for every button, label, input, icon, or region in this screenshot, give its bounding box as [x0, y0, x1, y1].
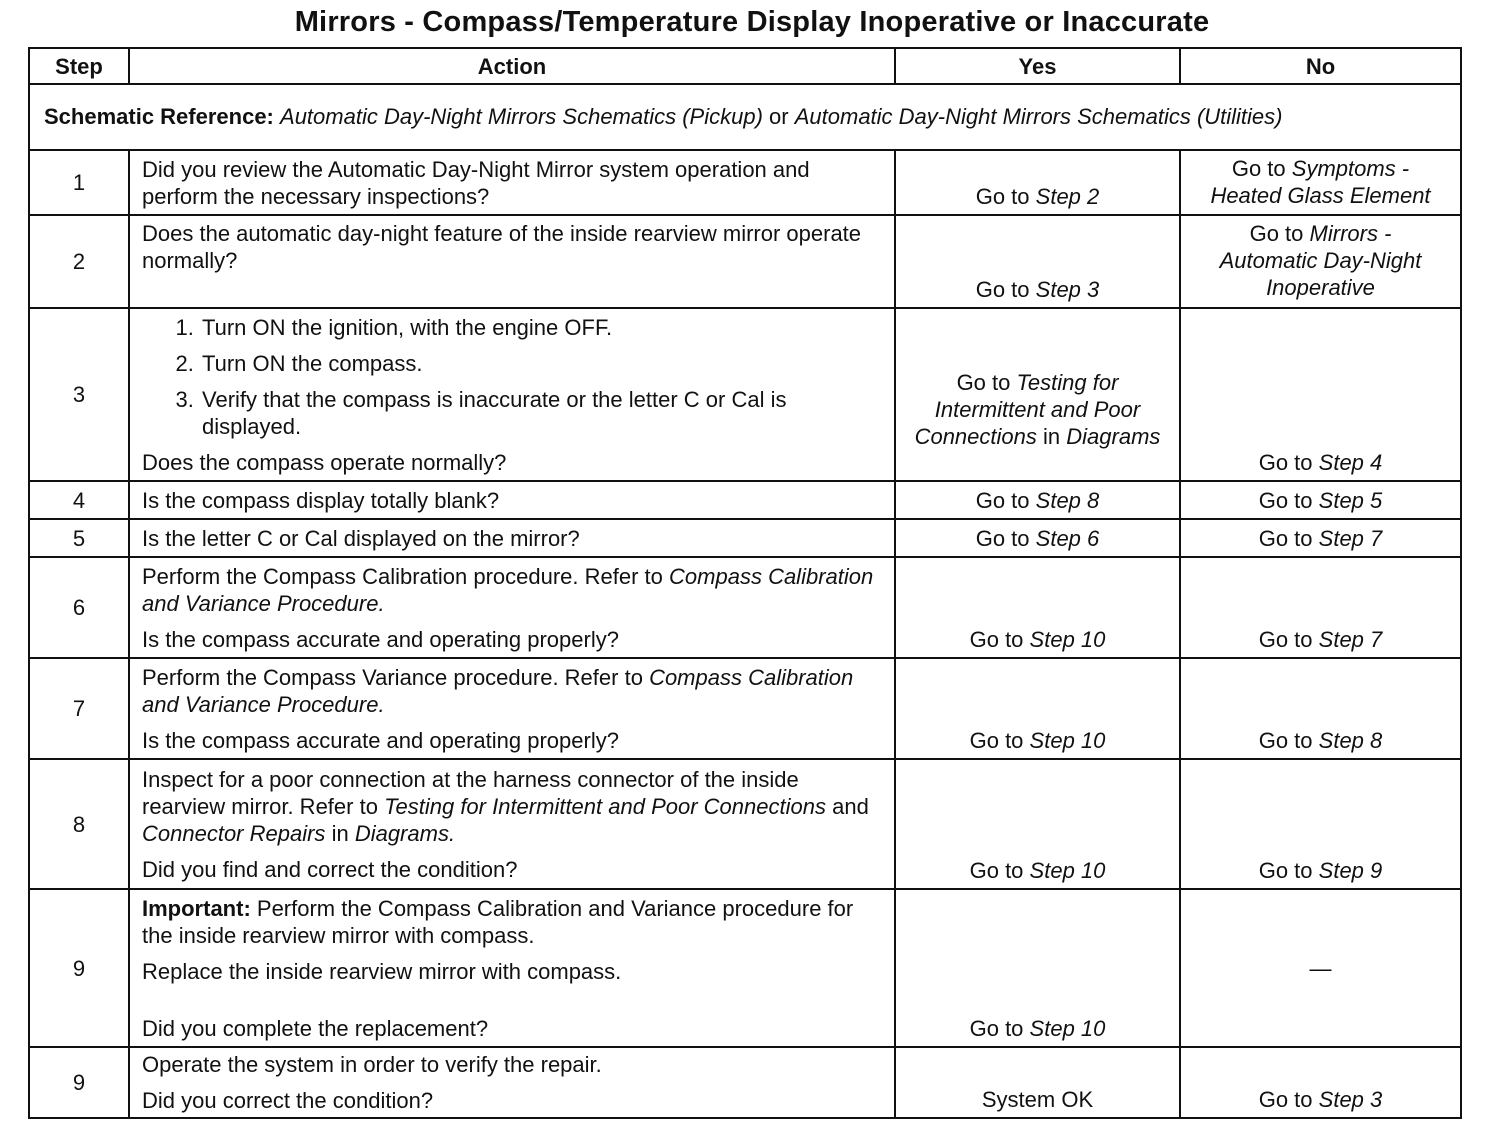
no-target-line2: Automatic Day-Night	[1219, 248, 1422, 273]
action-question: Is the compass accurate and operating properly?	[142, 626, 619, 652]
action-cell	[129, 519, 895, 557]
step-number: 9	[29, 1047, 129, 1118]
table-row	[29, 759, 1461, 889]
no-cell	[1180, 519, 1461, 557]
goto-text: Go to	[1258, 450, 1313, 475]
no-target: Step 3	[1318, 1087, 1383, 1112]
yes-target: Step 2	[1035, 184, 1100, 209]
yes-target: Step 10	[1029, 858, 1106, 883]
action-question: Did you review the Automatic Day-Night Mirror system operation and perform the necessary inspections?	[142, 156, 810, 209]
goto-text: Go to	[956, 370, 1011, 395]
procedure-item: 1. Turn ON the ignition, with the engine OFF.	[200, 314, 882, 341]
goto-text: Go to	[1258, 487, 1313, 513]
in-text: in	[1043, 424, 1061, 449]
no-target-line2: Heated Glass Element	[1210, 183, 1431, 208]
yes-target-2: Diagrams	[1066, 424, 1161, 449]
goto-text: Go to	[1231, 156, 1286, 181]
no-dash: —	[1309, 955, 1332, 981]
action-cell	[129, 658, 895, 759]
action-cell	[129, 889, 895, 1047]
step-number: 2	[29, 215, 129, 308]
header-action: Action	[129, 48, 895, 84]
action-cell	[129, 215, 895, 308]
yes-cell	[895, 150, 1180, 215]
table-row	[29, 481, 1461, 519]
instruction-ref: Compass Calibration and Variance Procedure.	[142, 664, 854, 717]
yes-target: Step 10	[1029, 627, 1106, 652]
no-cell	[1180, 308, 1461, 481]
yes-target: Step 10	[1029, 1016, 1106, 1041]
header-row	[29, 48, 1461, 84]
action-question: Is the letter C or Cal displayed on the mirror?	[142, 525, 580, 551]
no-target: Step 7	[1318, 627, 1383, 652]
goto-text: Go to	[1258, 728, 1313, 753]
action-question: Did you correct the condition?	[142, 1088, 434, 1113]
header-step: Step	[29, 48, 129, 84]
instruction-ref-3: Diagrams.	[354, 820, 456, 846]
header-yes: Yes	[895, 48, 1180, 84]
no-target: Step 4	[1318, 450, 1383, 475]
no-target-line1: Mirrors -	[1309, 221, 1392, 246]
step-number: 1	[29, 150, 129, 215]
yes-target: Step 3	[1035, 277, 1100, 302]
goto-text: Go to	[1258, 1087, 1313, 1112]
action-question: Did you find and correct the condition?	[142, 856, 518, 882]
table-row	[29, 215, 1461, 308]
step-number: 5	[29, 519, 129, 557]
action-cell	[129, 150, 895, 215]
yes-cell	[895, 519, 1180, 557]
no-target: Step 5	[1318, 487, 1383, 513]
yes-cell	[895, 658, 1180, 759]
no-cell	[1180, 557, 1461, 658]
goto-text: Go to	[1258, 858, 1313, 883]
action-cell	[129, 1047, 895, 1118]
action-question: Does the automatic day-night feature of the inside rearview mirror operate normally?	[142, 221, 862, 273]
instruction-text: Inspect for a poor connection at the harness connector of the inside rearview mirror. Refer to	[142, 766, 799, 819]
step-number: 7	[29, 658, 129, 759]
action-instruction: Replace the inside rearview mirror with compass.	[142, 958, 622, 984]
yes-cell	[895, 557, 1180, 658]
goto-text: Go to	[1258, 627, 1313, 652]
important-label: Important:	[142, 895, 251, 921]
goto-text: Go to	[969, 728, 1024, 753]
no-target-line3: Inoperative	[1266, 275, 1375, 300]
action-cell	[129, 481, 895, 519]
yes-cell	[895, 1047, 1180, 1118]
goto-text: Go to	[1258, 525, 1313, 551]
goto-text: Go to	[969, 627, 1024, 652]
page-title: Mirrors - Compass/Temperature Display Inoperative or Inaccurate	[294, 6, 1210, 38]
no-target: Step 7	[1318, 525, 1383, 551]
yes-cell	[895, 759, 1180, 889]
step-number: 6	[29, 557, 129, 658]
step-number: 4	[29, 481, 129, 519]
diagnostic-table	[28, 47, 1462, 1119]
schematic-ref-pickup: Automatic Day-Night Mirrors Schematics (Pickup)	[280, 103, 763, 129]
no-target: Step 9	[1318, 858, 1383, 883]
procedure-item: 2. Turn ON the compass.	[200, 350, 882, 377]
no-cell	[1180, 889, 1461, 1047]
action-instruction: Operate the system in order to verify the repair.	[142, 1052, 602, 1077]
yes-target: Step 8	[1035, 487, 1100, 513]
no-cell	[1180, 759, 1461, 889]
yes-text: System OK	[981, 1087, 1094, 1112]
goto-text: Go to	[975, 487, 1030, 513]
table-row	[29, 1047, 1461, 1118]
step-number: 8	[29, 759, 129, 889]
action-question: Is the compass display totally blank?	[142, 487, 500, 513]
yes-cell	[895, 889, 1180, 1047]
table-row	[29, 150, 1461, 215]
yes-target: Testing for Intermittent and Poor Connections	[914, 370, 1141, 449]
goto-text: Go to	[975, 277, 1030, 302]
yes-target: Step 10	[1029, 728, 1106, 753]
instruction-text: Perform the Compass Variance procedure. Refer to	[142, 664, 643, 690]
table-row	[29, 889, 1461, 1047]
step-number: 3	[29, 308, 129, 481]
yes-cell	[895, 308, 1180, 481]
action-cell	[129, 308, 895, 481]
no-cell	[1180, 150, 1461, 215]
important-text: Perform the Compass Calibration and Variance procedure for the inside rearview mirror with compass.	[142, 895, 854, 948]
instruction-ref: Compass Calibration and Variance Procedure.	[142, 563, 874, 616]
goto-text: Go to	[975, 184, 1030, 209]
schematic-or: or	[769, 103, 789, 129]
action-cell	[129, 759, 895, 889]
table-row	[29, 658, 1461, 759]
action-cell	[129, 557, 895, 658]
table-row	[29, 308, 1461, 481]
table-row	[29, 519, 1461, 557]
goto-text: Go to	[1249, 221, 1304, 246]
step-number: 9	[29, 889, 129, 1047]
goto-text: Go to	[975, 525, 1030, 551]
and-text: and	[832, 793, 869, 819]
table-row	[29, 557, 1461, 658]
schematic-label: Schematic Reference:	[44, 103, 274, 129]
action-instruction	[142, 563, 882, 617]
schematic-row	[29, 84, 1461, 150]
schematic-reference	[29, 84, 1461, 150]
in-text: in	[331, 820, 349, 846]
instruction-ref-2: Connector Repairs	[142, 820, 326, 846]
action-instruction	[142, 664, 882, 718]
goto-text: Go to	[969, 1016, 1024, 1041]
yes-target: Step 6	[1035, 525, 1100, 551]
important-note	[142, 895, 882, 949]
action-question: Is the compass accurate and operating properly?	[142, 727, 619, 753]
no-target: Step 8	[1318, 728, 1383, 753]
yes-cell	[895, 481, 1180, 519]
no-cell	[1180, 481, 1461, 519]
action-question: Does the compass operate normally?	[142, 449, 507, 475]
procedure-item: 3. Verify that the compass is inaccurate or the letter C or Cal is displayed.	[200, 386, 882, 440]
yes-cell	[895, 215, 1180, 308]
goto-text: Go to	[969, 858, 1024, 883]
procedure-list	[142, 314, 882, 440]
no-cell	[1180, 215, 1461, 308]
header-no: No	[1180, 48, 1461, 84]
no-cell	[1180, 1047, 1461, 1118]
instruction-ref-1: Testing for Intermittent and Poor Connections	[384, 793, 826, 819]
no-cell	[1180, 658, 1461, 759]
action-question: Did you complete the replacement?	[142, 1015, 489, 1041]
action-instruction	[142, 766, 882, 847]
instruction-text: Perform the Compass Calibration procedure. Refer to	[142, 563, 663, 589]
no-target-line1: Symptoms -	[1291, 156, 1410, 181]
schematic-ref-utilities: Automatic Day-Night Mirrors Schematics (Utilities)	[794, 103, 1283, 129]
